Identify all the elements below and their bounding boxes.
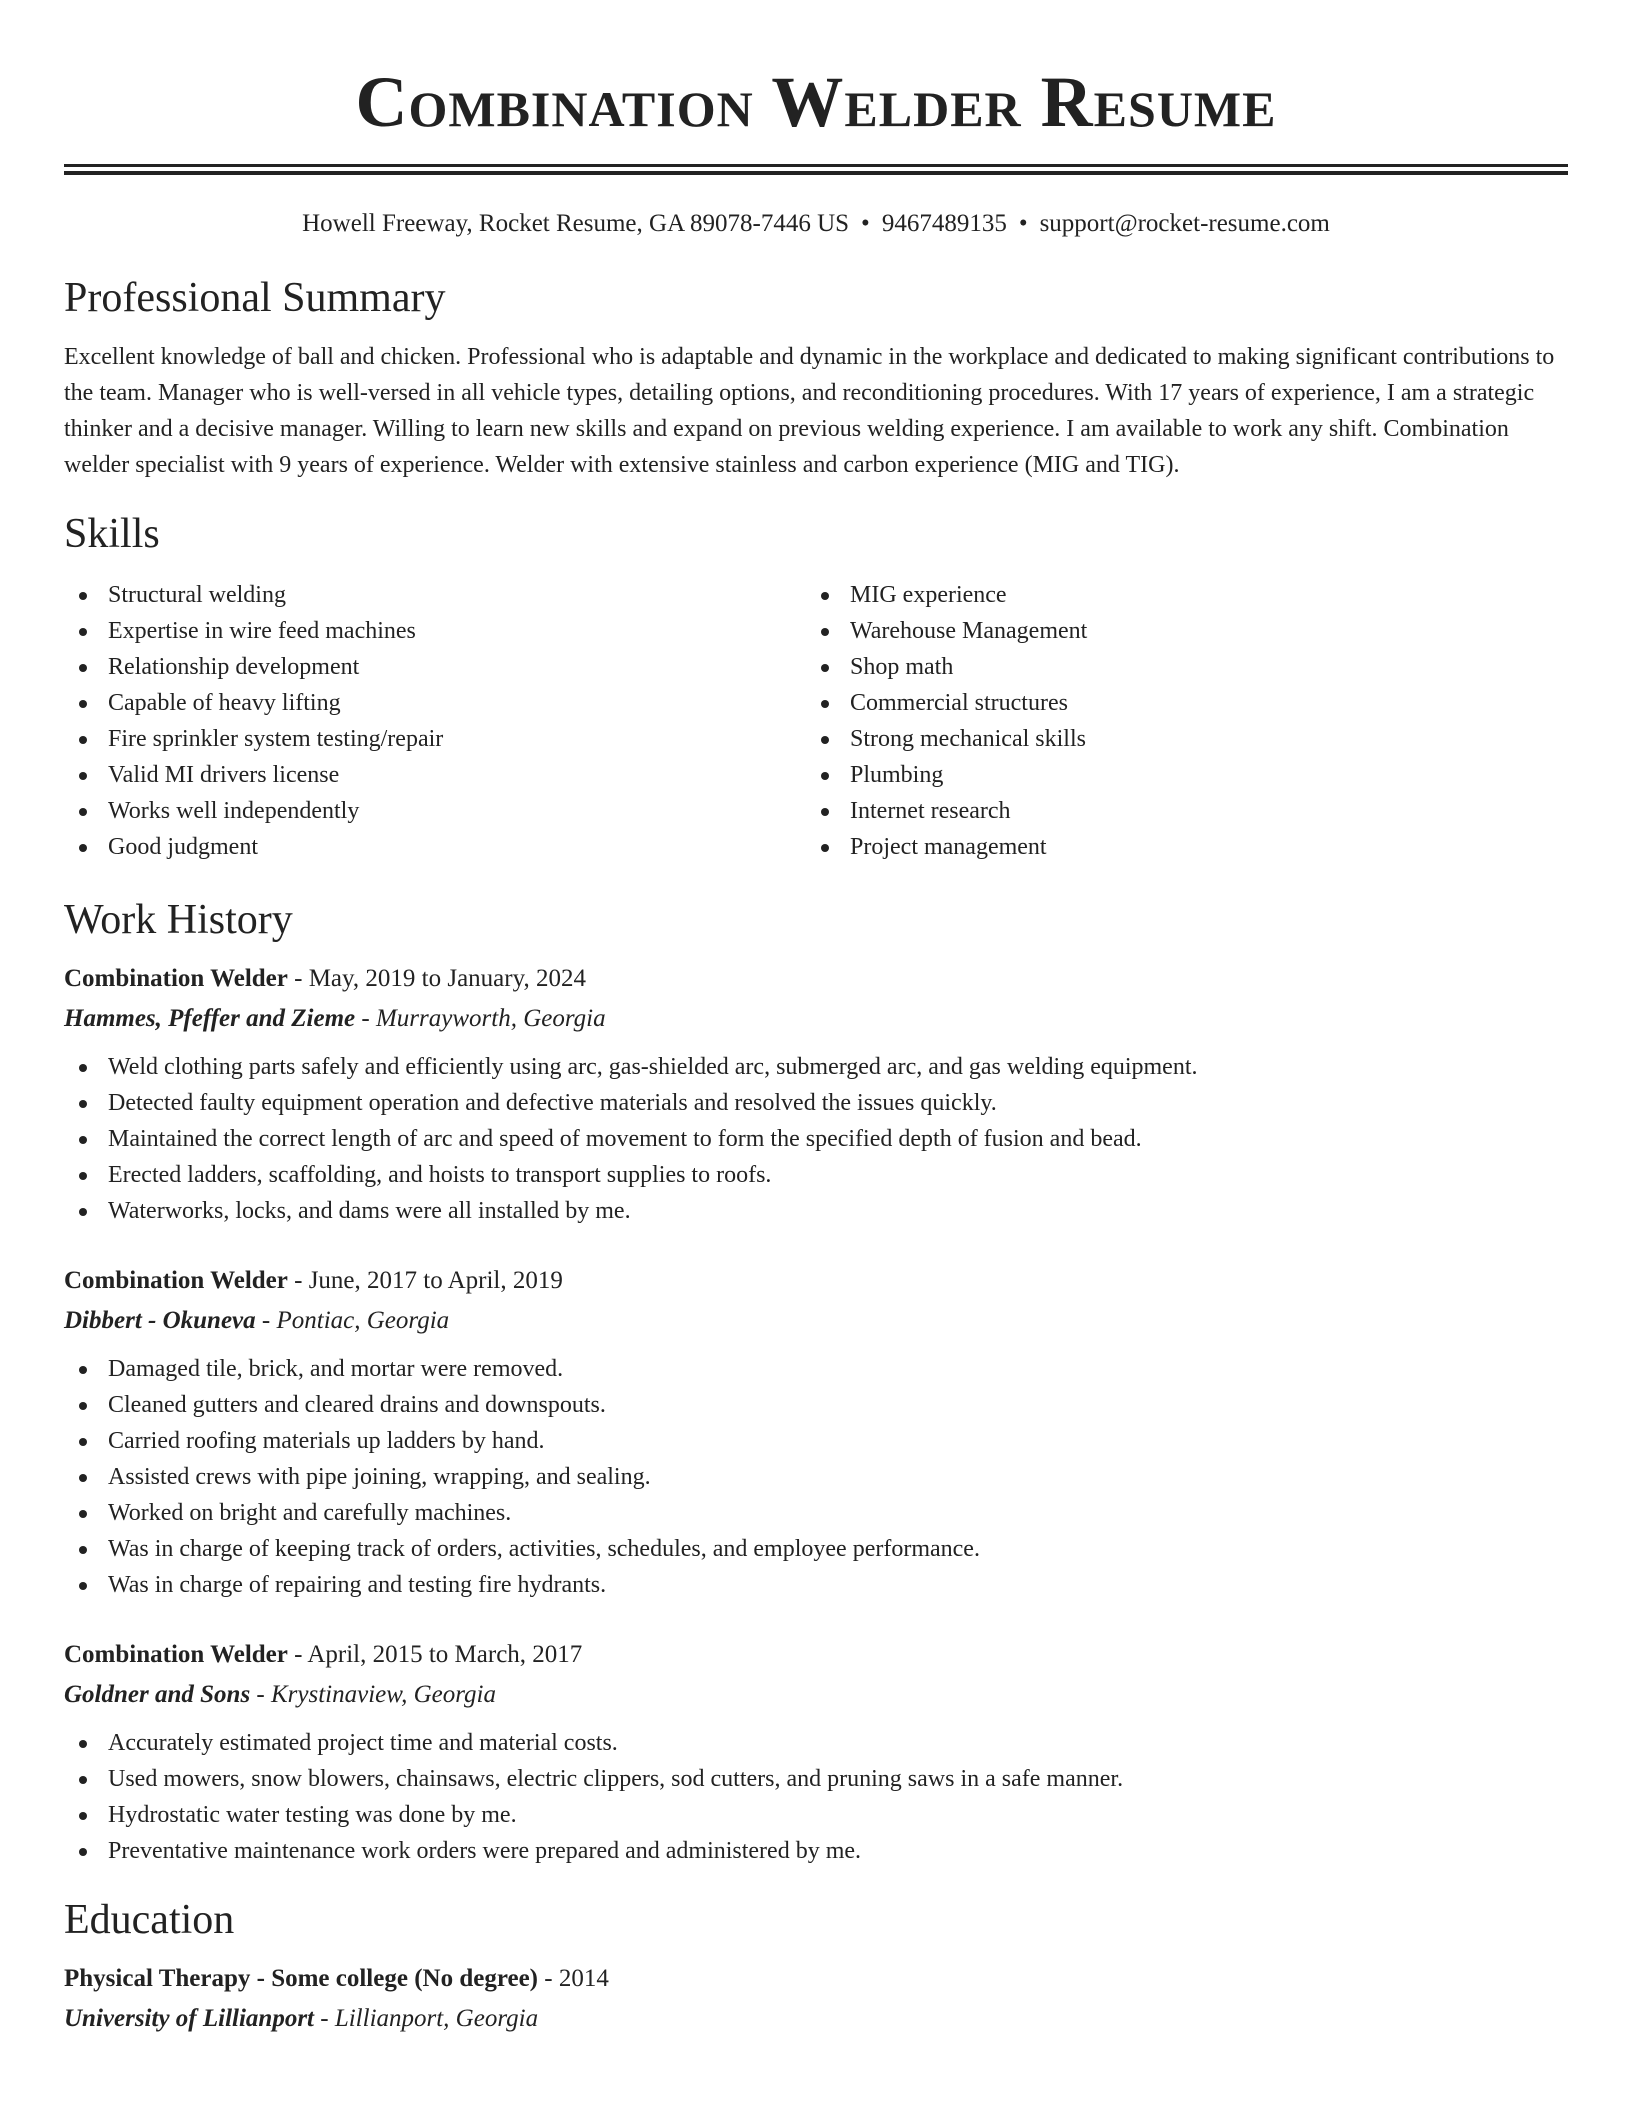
job-dates: - April, 2015 to March, 2017 [287, 1641, 583, 1668]
duty-item: Was in charge of repairing and testing fire hydrants. [64, 1567, 1568, 1603]
company-location: - Murrayworth, Georgia [355, 1005, 606, 1032]
company-line [64, 1675, 1568, 1715]
duty-item: Assisted crews with pipe joining, wrapping, and sealing. [64, 1459, 1568, 1495]
company-line [64, 999, 1568, 1039]
skill-item: Shop math [806, 649, 1548, 685]
job-title-line [64, 1635, 1568, 1675]
skill-item: Good judgment [64, 829, 806, 865]
skill-item: Fire sprinkler system testing/repair [64, 721, 806, 757]
skills-heading: Skills [64, 511, 160, 557]
education-location: - Lillianport, Georgia [314, 2005, 539, 2032]
skill-item: Capable of heavy lifting [64, 685, 806, 721]
duty-item: Damaged tile, brick, and mortar were removed. [64, 1351, 1568, 1387]
skills-list [64, 577, 1568, 865]
education-school-line [64, 1999, 1568, 2039]
company-name: Dibbert - Okuneva [64, 1307, 256, 1334]
duty-item: Hydrostatic water testing was done by me. [64, 1797, 1568, 1833]
education-heading: Education [64, 1897, 235, 1943]
job-entry [64, 1635, 1568, 1869]
duties-list [64, 1725, 1568, 1869]
duty-item: Detected faulty equipment operation and defective materials and resolved the issues quickly. [64, 1085, 1568, 1121]
skills-column-right [806, 577, 1548, 865]
duty-item: Erected ladders, scaffolding, and hoists to transport supplies to roofs. [64, 1157, 1568, 1193]
contact-phone: 9467489135 [881, 210, 1007, 237]
skill-item: Expertise in wire feed machines [64, 613, 806, 649]
work-history-heading: Work History [64, 897, 293, 943]
duty-item: Accurately estimated project time and material costs. [64, 1725, 1568, 1761]
duty-item: Worked on bright and carefully machines. [64, 1495, 1568, 1531]
skill-item: Plumbing [806, 757, 1548, 793]
duties-list [64, 1049, 1568, 1229]
education-degree: Physical Therapy - Some college (No degree) [64, 1965, 538, 1992]
skills-column-left [64, 577, 806, 865]
job-spacer [64, 1603, 1568, 1635]
page-title: Combination Welder Resume [355, 62, 1277, 142]
company-line [64, 1301, 1568, 1341]
job-entry [64, 959, 1568, 1229]
company-location: - Krystinaview, Georgia [250, 1681, 496, 1708]
job-spacer [64, 1229, 1568, 1261]
job-entry [64, 1261, 1568, 1603]
skill-item: Valid MI drivers license [64, 757, 806, 793]
skill-item: Structural welding [64, 577, 806, 613]
job-dates: - June, 2017 to April, 2019 [287, 1267, 563, 1294]
education-year: - 2014 [538, 1965, 609, 1992]
job-title: Combination Welder [64, 1267, 288, 1294]
duty-item: Used mowers, snow blowers, chainsaws, electric clippers, sod cutters, and pruning saws in a safe manner. [64, 1761, 1568, 1797]
duty-item: Cleaned gutters and cleared drains and downspouts. [64, 1387, 1568, 1423]
duty-item: Preventative maintenance work orders were prepared and administered by me. [64, 1833, 1568, 1869]
skill-item: Internet research [806, 793, 1548, 829]
skill-item: Warehouse Management [806, 613, 1548, 649]
skill-item: Project management [806, 829, 1548, 865]
skill-item: Relationship development [64, 649, 806, 685]
skill-item: MIG experience [806, 577, 1548, 613]
duty-item: Was in charge of keeping track of orders, activities, schedules, and employee performance. [64, 1531, 1568, 1567]
contact-address: Howell Freeway, Rocket Resume, GA 89078-7446 US [302, 210, 850, 237]
title-divider [64, 164, 1568, 175]
job-title-line [64, 959, 1568, 999]
duties-list [64, 1351, 1568, 1603]
job-dates: - May, 2019 to January, 2024 [287, 965, 586, 992]
company-name: Goldner and Sons [64, 1681, 251, 1708]
company-location: - Pontiac, Georgia [255, 1307, 450, 1334]
summary-text: Excellent knowledge of ball and chicken. Professional who is adaptable and dynamic in the workplace and dedicated to making significant contributions to the team. Manager who is well-versed in all vehicle types, detailing options, and reconditioning procedures. With 17 years of experience, I am a strategic thinker and a decisive manager. Willing to learn new skills and expand on previous welding experience. I am available to work any shift. Combination welder specialist with 9 years of experience. Welder with extensive stainless and carbon experience (MIG and TIG). [64, 344, 1555, 478]
skill-item: Commercial structures [806, 685, 1548, 721]
job-title-line [64, 1261, 1568, 1301]
job-title: Combination Welder [64, 965, 288, 992]
duty-item: Waterworks, locks, and dams were all installed by me. [64, 1193, 1568, 1229]
duty-item: Carried roofing materials up ladders by hand. [64, 1423, 1568, 1459]
skill-item: Works well independently [64, 793, 806, 829]
duty-item: Maintained the correct length of arc and speed of movement to form the specified depth of fusion and bead. [64, 1121, 1568, 1157]
contact-email: support@rocket-resume.com [1039, 210, 1330, 237]
duty-item: Weld clothing parts safely and efficiently using arc, gas-shielded arc, submerged arc, and gas welding equipment. [64, 1049, 1568, 1085]
skill-item: Strong mechanical skills [806, 721, 1548, 757]
job-title: Combination Welder [64, 1641, 288, 1668]
contact-separator: • [861, 210, 870, 237]
contact-line [64, 209, 1568, 239]
contact-separator: • [1018, 210, 1028, 237]
education-degree-line [64, 1959, 1568, 1999]
company-name: Hammes, Pfeffer and Zieme [64, 1005, 356, 1032]
education-school: University of Lillianport [64, 2005, 314, 2032]
summary-heading: Professional Summary [64, 275, 446, 321]
